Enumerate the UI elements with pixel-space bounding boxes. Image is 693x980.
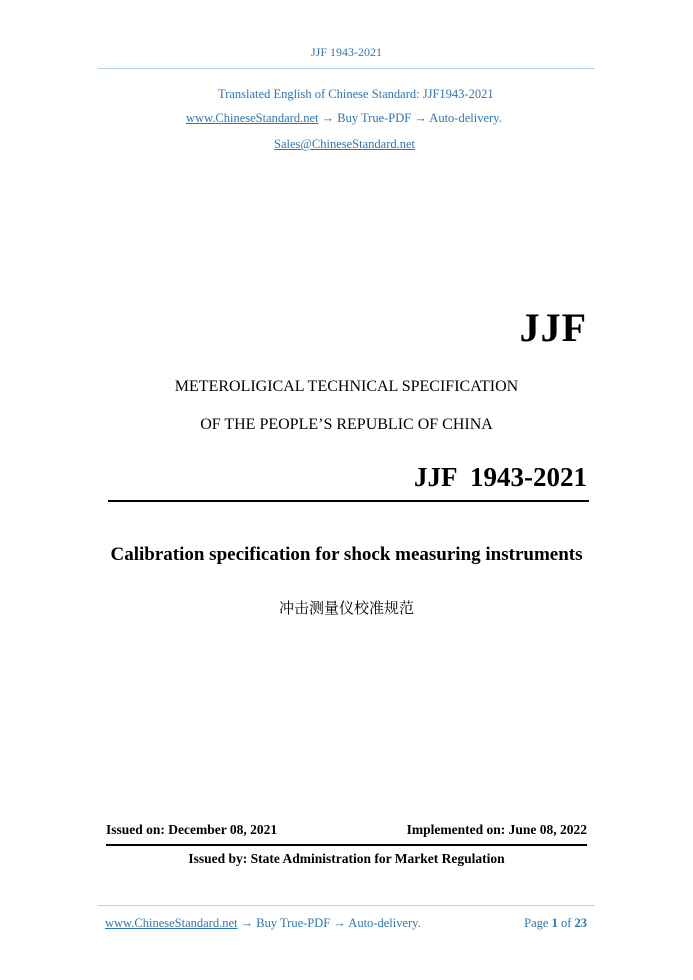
- footer-site-link[interactable]: www.ChineseStandard.net: [105, 916, 238, 930]
- standard-number: JJF 1943-2021: [414, 462, 587, 492]
- standard-divider: [108, 500, 589, 502]
- email-line: [274, 137, 415, 152]
- jjf-logo-text: JJF: [519, 305, 587, 350]
- footer-divider: [98, 905, 595, 906]
- banner-promo-line: [186, 111, 502, 126]
- issue-divider: [106, 844, 587, 846]
- page-current: 1: [551, 916, 558, 930]
- promo-text: → Buy True-PDF → Auto-delivery.: [318, 111, 502, 125]
- spec-line-1: METEROLIGICAL TECHNICAL SPECIFICATION: [174, 378, 519, 395]
- implemented-on-date: Implemented on: June 08, 2022: [406, 822, 587, 837]
- page-of: of: [557, 916, 575, 930]
- issued-on-date: Issued on: December 08, 2021: [106, 822, 278, 837]
- footer-promo-line: [105, 916, 421, 931]
- header-divider: [98, 68, 595, 69]
- document-title-en: Calibration specification for shock measuring instruments: [110, 544, 583, 565]
- page-total: 23: [574, 916, 587, 930]
- site-link[interactable]: www.ChineseStandard.net: [186, 111, 319, 125]
- issued-by: Issued by: State Administration for Market Regulation: [188, 851, 505, 866]
- page-indicator: [524, 916, 587, 931]
- page-label: Page: [524, 916, 552, 930]
- document-title-cn: 冲击测量仪校准规范: [278, 599, 414, 617]
- header-title: JJF 1943-2021: [310, 45, 382, 59]
- email-link[interactable]: Sales@ChineseStandard.net: [274, 137, 415, 151]
- translated-notice: Translated English of Chinese Standard: JJF1943-2021: [218, 87, 494, 101]
- spec-line-2: OF THE PEOPLE’S REPUBLIC OF CHINA: [200, 416, 493, 433]
- footer-promo-text: → Buy True-PDF → Auto-delivery.: [237, 916, 421, 930]
